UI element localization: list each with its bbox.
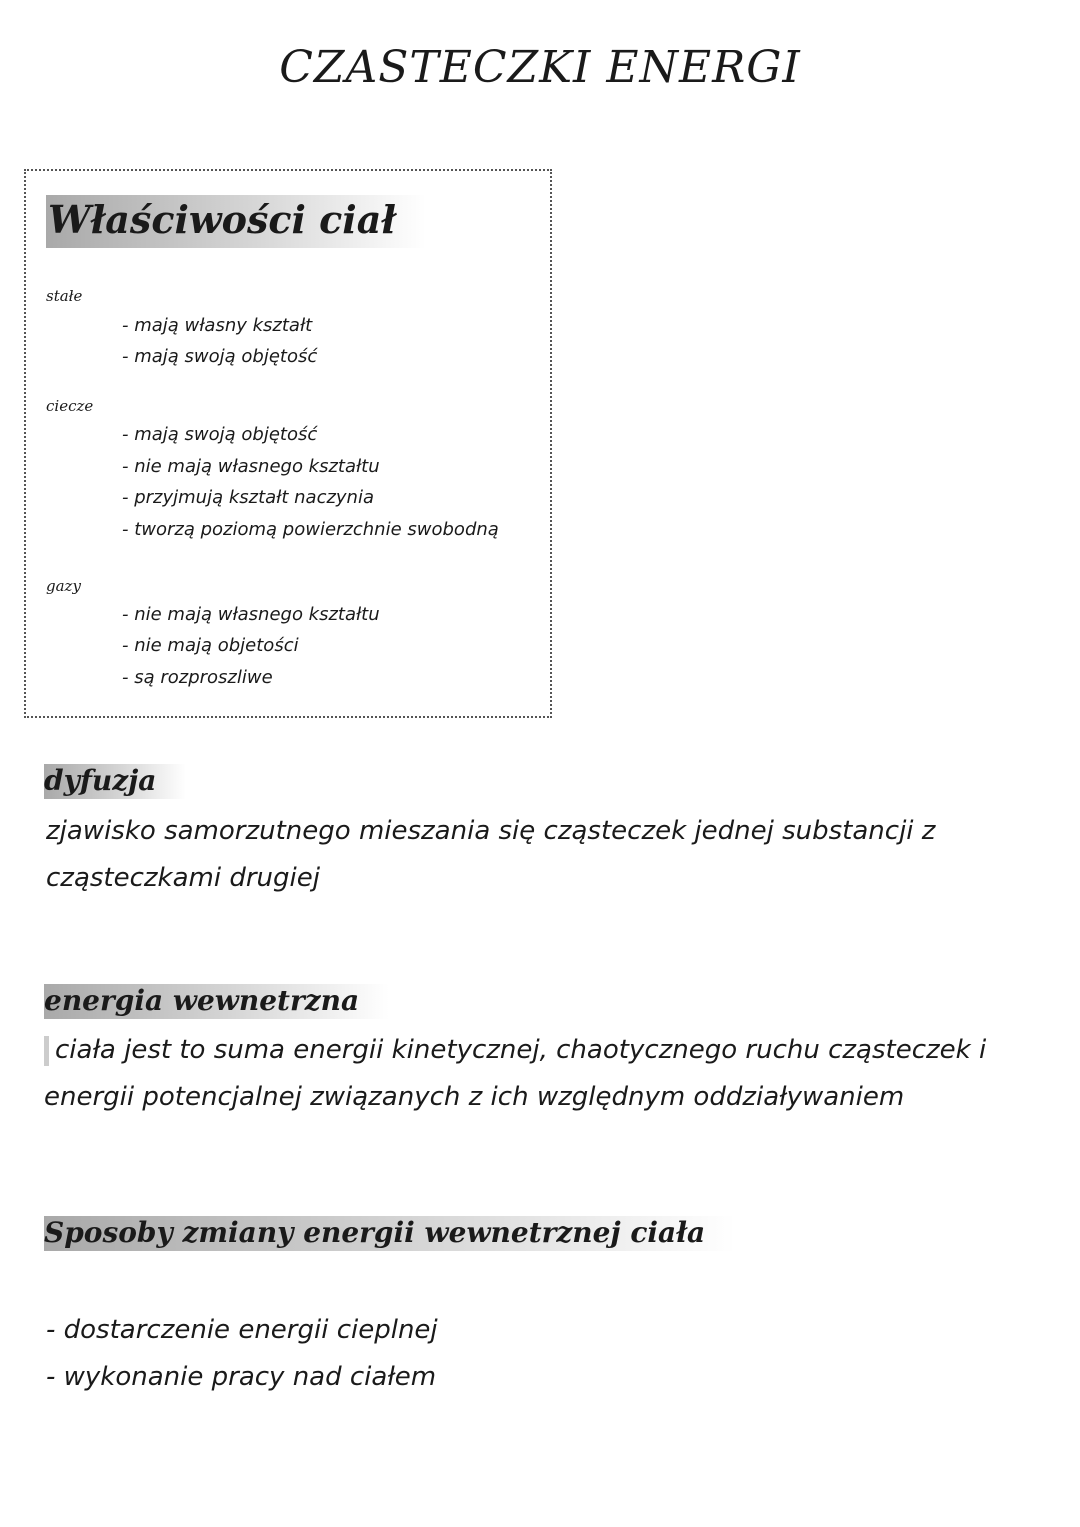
list-item: - mają swoją objętość <box>122 424 318 445</box>
list-item: - tworzą poziomą powierzchnie swobodną <box>122 519 499 540</box>
properties-box <box>24 169 552 718</box>
internal-energy-heading: energia wewnetrzna <box>44 984 389 1019</box>
list-item: - mają własny kształt <box>122 315 313 336</box>
list-item: - nie mają własnego kształtu <box>122 604 380 625</box>
list-item: - przyjmują kształt naczynia <box>122 487 374 508</box>
ways-heading: Sposoby zmiany energii wewnetrznej ciała <box>44 1216 735 1251</box>
list-item: - są rozproszliwe <box>122 667 273 688</box>
internal-energy-paragraph <box>44 1027 1044 1121</box>
highlight-bar <box>44 1036 49 1066</box>
list-item: - dostarczenie energii cieplnej <box>46 1315 438 1345</box>
diffusion-heading: dyfuzja <box>44 764 186 799</box>
list-item: - wykonanie pracy nad ciałem <box>46 1362 437 1392</box>
category-gases: gazy <box>46 577 81 595</box>
category-liquids: ciecze <box>46 397 94 415</box>
list-item: - nie mają własnego kształtu <box>122 456 380 477</box>
internal-energy-text: ciała jest to suma energii kinetycznej, chaotycznego ruchu cząsteczek i energii potencjalnej związanych z ich względnym oddziaływaniem <box>44 1035 987 1112</box>
category-solids: stałe <box>46 287 83 305</box>
diffusion-text: zjawisko samorzutnego mieszania się cząsteczek jednej substancji z cząsteczkami drugiej <box>46 816 936 893</box>
properties-heading: Właściwości ciał <box>46 195 426 248</box>
page-title: CZASTECZKI ENERGI <box>279 42 801 93</box>
list-item: - mają swoją objętość <box>122 346 318 367</box>
list-item: - nie mają objetości <box>122 635 299 656</box>
